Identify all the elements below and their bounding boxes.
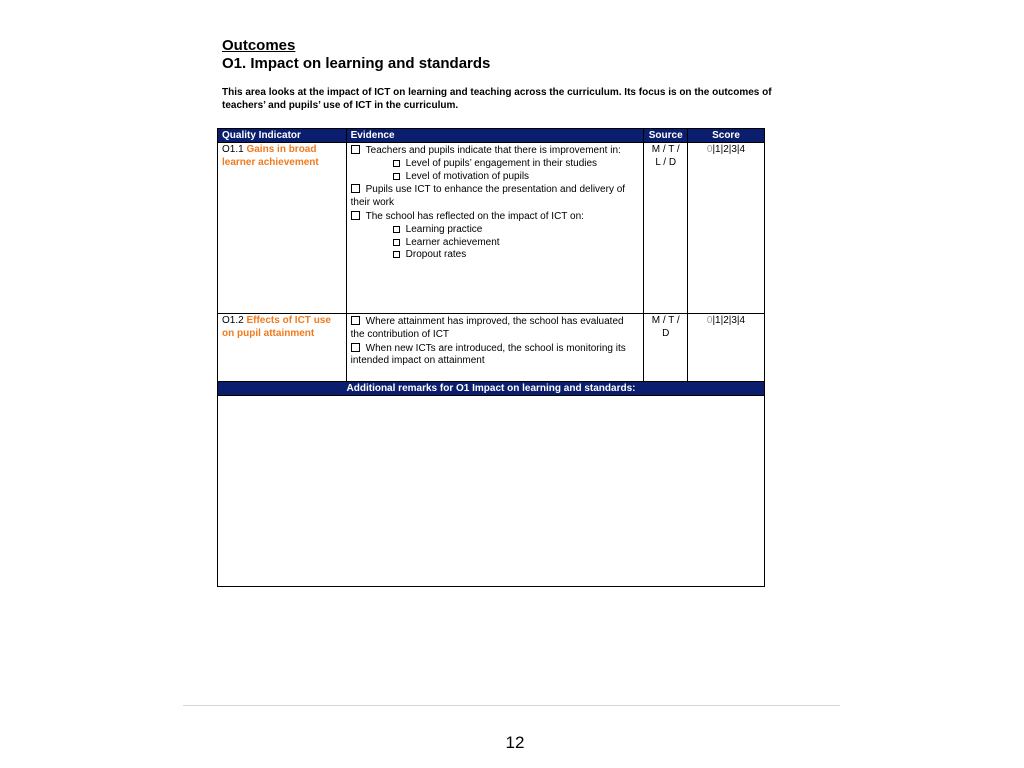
score-cell[interactable]: 0|1|2|3|4 bbox=[687, 143, 764, 314]
checkbox-icon[interactable] bbox=[351, 145, 360, 154]
remarks-area[interactable] bbox=[218, 396, 765, 587]
checkbox-icon[interactable] bbox=[351, 316, 360, 325]
evidence-cell bbox=[346, 314, 644, 382]
evidence-item: Teachers and pupils indicate that there is improvement in: Level of pupils’ engagement in their studies Level of motivation of pupils bbox=[351, 145, 640, 183]
quality-indicator-table bbox=[217, 128, 765, 587]
header-quality-indicator: Quality Indicator bbox=[218, 129, 347, 143]
checkbox-icon[interactable] bbox=[351, 343, 360, 352]
source-cell: M / T / L / D bbox=[644, 143, 688, 314]
page-number: 12 bbox=[505, 733, 525, 752]
checkbox-icon[interactable] bbox=[351, 211, 360, 220]
score-cell[interactable]: 0|1|2|3|4 bbox=[687, 314, 764, 382]
remarks-header-row bbox=[218, 382, 765, 396]
remarks-header: Additional remarks for O1 Impact on learning and standards: bbox=[218, 382, 765, 396]
checkbox-icon[interactable] bbox=[351, 184, 360, 193]
indicator-name: Gains in broad learner achievement bbox=[222, 144, 319, 168]
evidence-subitem: Dropout rates bbox=[393, 249, 640, 262]
evidence-item: The school has reflected on the impact of ICT on: Learning practice Learner achievement Dropout rates bbox=[351, 211, 640, 262]
evidence-subitem: Level of motivation of pupils bbox=[393, 171, 640, 184]
remarks-row bbox=[218, 396, 765, 587]
header-score: Score bbox=[687, 129, 764, 143]
table-row bbox=[218, 314, 765, 382]
indicator-name: Effects of ICT use on pupil attainment bbox=[222, 315, 331, 339]
checkbox-icon[interactable] bbox=[393, 251, 400, 258]
evidence-subitem: Learning practice bbox=[393, 224, 640, 237]
indicator-cell bbox=[218, 143, 347, 314]
header-source: Source bbox=[644, 129, 688, 143]
checkbox-icon[interactable] bbox=[393, 160, 400, 167]
checkbox-icon[interactable] bbox=[393, 239, 400, 246]
indicator-cell bbox=[218, 314, 347, 382]
indicator-id: O1.2 bbox=[222, 315, 244, 326]
evidence-cell bbox=[346, 143, 644, 314]
header-evidence: Evidence bbox=[346, 129, 644, 143]
evidence-item: Pupils use ICT to enhance the presentation and delivery of their work bbox=[350, 184, 626, 209]
checkbox-icon[interactable] bbox=[393, 173, 400, 180]
indicator-id: O1.1 bbox=[222, 144, 244, 155]
evidence-item: Where attainment has improved, the school has evaluated the contribution of ICT bbox=[350, 316, 624, 340]
heading bbox=[222, 37, 490, 73]
source-cell: M / T / D bbox=[644, 314, 688, 382]
page-title: O1. Impact on learning and standards bbox=[222, 55, 491, 72]
evidence-subitem: Level of pupils’ engagement in their studies bbox=[393, 158, 640, 171]
table-row bbox=[218, 143, 765, 314]
footer-divider bbox=[183, 705, 840, 706]
evidence-subitem: Learner achievement bbox=[393, 237, 640, 250]
intro-text: This area looks at the impact of ICT on learning and teaching across the curriculum. Its focus is on the outcomes of teachers’ and pupils’ use of ICT in the curriculum. bbox=[222, 87, 772, 111]
section-title: Outcomes bbox=[222, 37, 296, 54]
evidence-item: When new ICTs are introduced, the school is monitoring its intended impact on attainment bbox=[350, 342, 626, 367]
table-header-row bbox=[218, 129, 765, 143]
checkbox-icon[interactable] bbox=[393, 226, 400, 233]
